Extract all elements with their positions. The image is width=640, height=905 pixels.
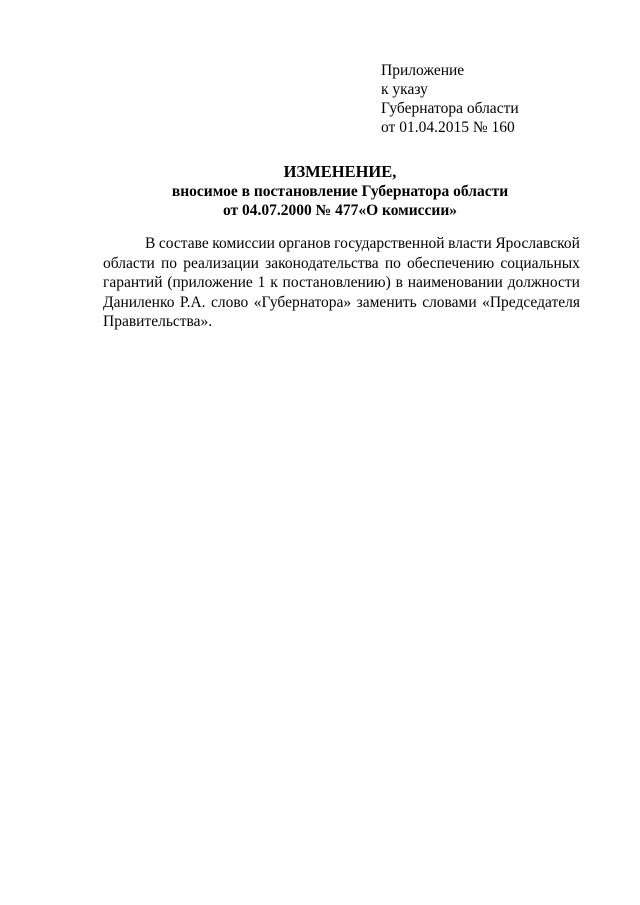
appendix-block (381, 61, 601, 137)
word: 1 (257, 274, 266, 291)
paragraph-line (103, 293, 580, 313)
word: Даниленко (103, 293, 175, 311)
paragraph-line (103, 273, 580, 293)
document-title (100, 162, 580, 220)
word: наименовании (407, 274, 503, 291)
word: «Председателя (482, 293, 580, 311)
word: слово (210, 293, 249, 311)
word: власти (448, 235, 492, 252)
title-subline: вносимое в постановление Губернатора области (171, 183, 509, 200)
word: заменить (356, 293, 417, 311)
word: Ярославской (495, 235, 580, 252)
appendix-line: Губернатора области (381, 100, 519, 117)
paragraph-line (103, 254, 580, 274)
word: по (384, 254, 401, 272)
word: Правительства». (103, 313, 213, 330)
paragraph-line (103, 312, 580, 332)
word: В (145, 235, 156, 252)
word: по (160, 254, 178, 272)
appendix-line: от 01.04.2015 № 160 (381, 119, 515, 136)
word: реализации (183, 254, 259, 272)
word: социальных (500, 254, 580, 272)
word: словами (422, 293, 477, 311)
word: органов (278, 235, 331, 252)
appendix-line: к указу (381, 81, 428, 98)
word: «Губернатора» (253, 293, 352, 311)
word: законодательства (265, 254, 379, 272)
word: составе (158, 235, 209, 252)
word: (приложение (167, 274, 253, 291)
title-subline: от 04.07.2000 № 477«О комиссии» (222, 202, 458, 219)
body-paragraph (103, 234, 580, 332)
word: гарантий (103, 274, 163, 291)
word: в (395, 274, 403, 291)
word: обеспечению (407, 254, 495, 272)
paragraph-line (103, 234, 580, 254)
word: государственной (334, 235, 445, 252)
title-heading: ИЗМЕНЕНИЕ, (283, 162, 397, 181)
word: комиссии (212, 235, 275, 252)
word: Р.А. (179, 293, 206, 311)
word: области (103, 254, 155, 272)
word: постановлению) (282, 274, 391, 291)
appendix-line: Приложение (381, 62, 465, 79)
word: должности (507, 274, 580, 291)
word: к (270, 274, 278, 291)
